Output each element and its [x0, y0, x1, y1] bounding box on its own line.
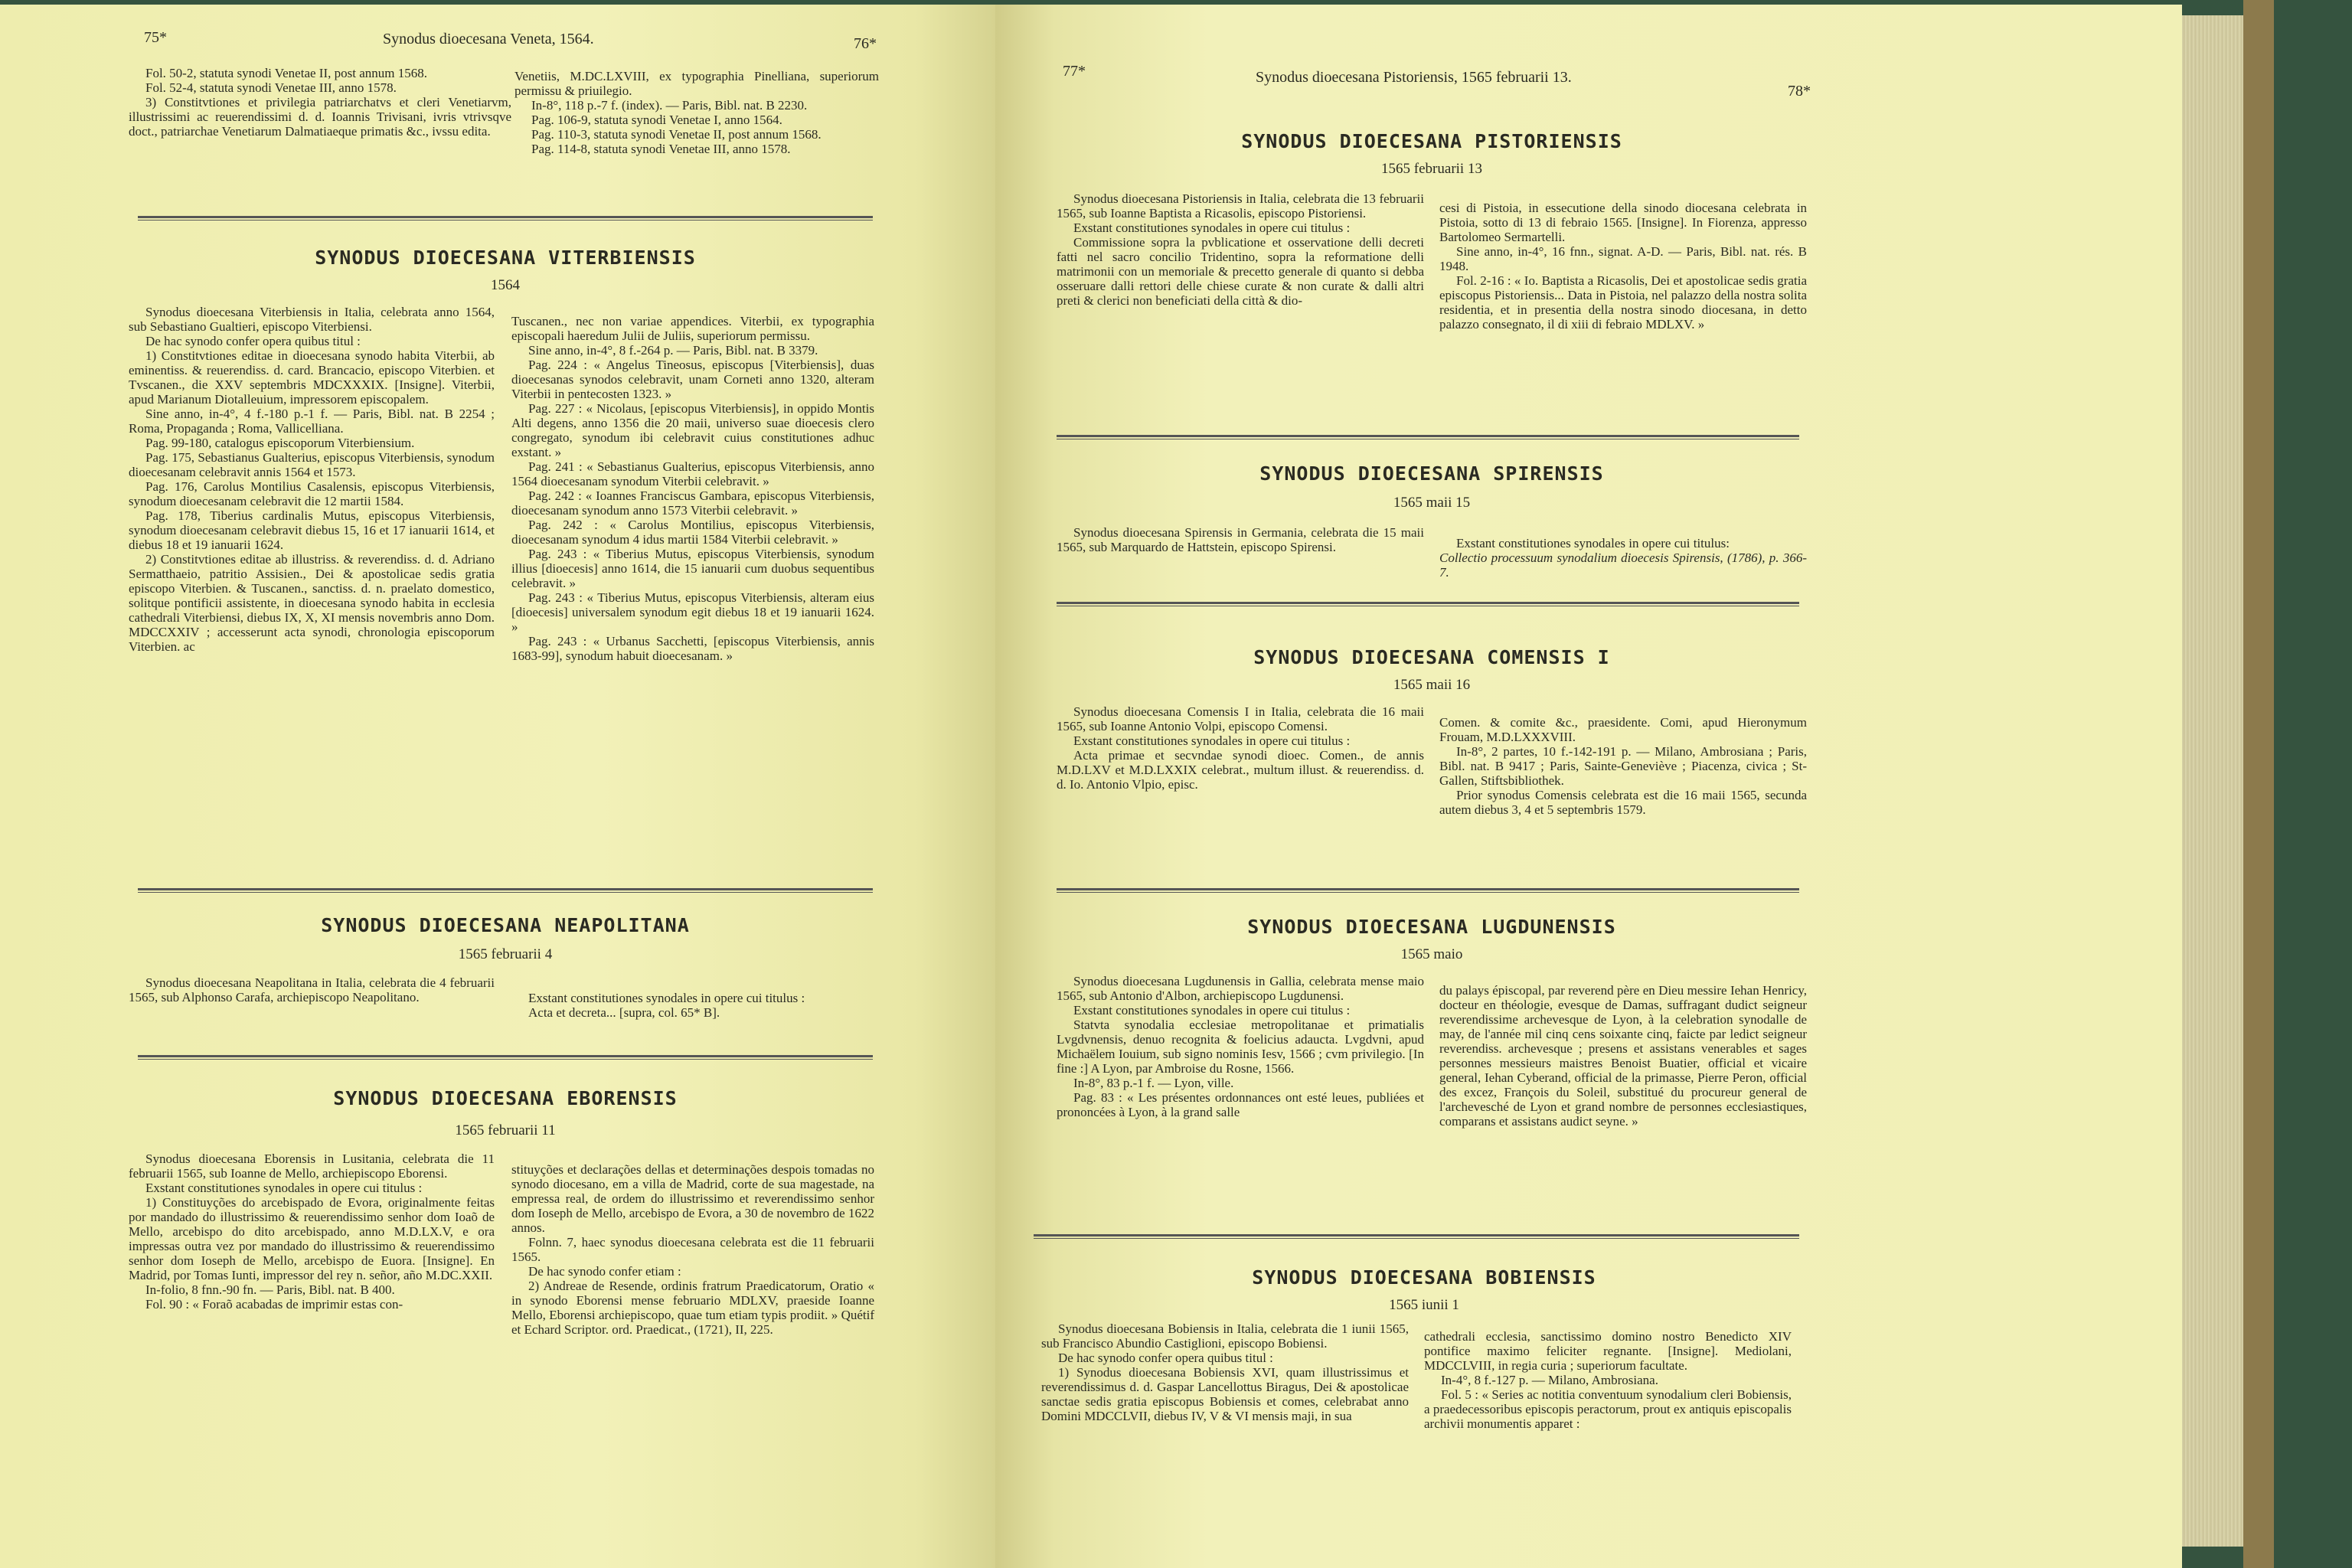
- spirensis-column-a: Synodus dioecesana Spirensis in Germania, celebrata die 15 maii 1565, sub Marquardo de Hattstein, episcopo Spirensi.: [1057, 525, 1424, 554]
- bobiensis-column-a: Synodus dioecesana Bobiensis in Italia, celebrata die 1 iunii 1565, sub Francisco Abundio Castiglioni, episcopo Bobiensi. De hac synodo confer opera quibus titul : 1) Synodus dioecesana Bobiensis XVI, quam illustrissimus et reverendissimus d. d. Gaspar Lancellottus Biragus, Dei & apostolicae sanctae sedis gratia episcopus Bobiensis et comes, celebrabat anno Domini MDCCLVII, diebus IV, V & VI mensis maji, in sua: [1041, 1321, 1409, 1423]
- section-title-spirensis: SYNODUS DIOECESANA SPIRENSIS: [1259, 462, 1604, 485]
- section-rule: [138, 216, 873, 220]
- section-title-eborensis: SYNODUS DIOECESANA EBORENSIS: [333, 1087, 678, 1109]
- running-head-left: Synodus dioecesana Veneta, 1564.: [383, 31, 594, 47]
- bobiensis-column-b: cathedrali ecclesia, sanctissimo domino nostro Benedicto XIV pontifice maximo feliciter regnante. [Insigne]. Mediolani, MDCCLVIII, in regia curia ; superiorum facultate. In-4°, 8 f.-127 p. — Milano, Ambrosiana. Fol. 5 : « Series ac notitia conventuum synodalium cleri Bobiensis, a praedecessoribus episcopis peractorum, prout ex antiquis episcopalis archivii monumentis apparet :: [1424, 1329, 1792, 1431]
- section-title-viterbiensis: SYNODUS DIOECESANA VITERBIENSIS: [315, 247, 696, 269]
- section-date-viterbiensis: 1564: [491, 277, 520, 293]
- top-column-b: Venetiis, M.DC.LXVIII, ex typographia Pinelliana, superiorum permissu & priuilegio. In-8°, 118 p.-7 f. (index). — Paris, Bibl. nat. B 2230. Pag. 106-9, statuta synodi Venetae I, anno 1564. Pag. 110-3, statuta synodi Venetae II, post annum 1568. Pag. 114-8, statuta synodi Venetae III, anno 1578.: [514, 69, 879, 156]
- spirensis-column-b: Exstant constitutiones synodales in opere cui titulus: Collectio processuum synodalium dioecesis Spirensis, (1786), p. 366-7.: [1439, 536, 1807, 580]
- viterbiensis-column-b: Tuscanen., nec non variae appendices. Viterbii, ex typographia episcopali haeredum Julii de Juliis, superiorum permissu. Sine anno, in-4°, 8 f.-264 p. — Paris, Bibl. nat. B 3379. Pag. 224 : « Angelus Tineosus, episcopus [Viterbiensis], duas dioecesanas synodos celebravit, unam Corneti anno 1320, alteram Viterbii in pentecosten 1323. » Pag. 227 : « Nicolaus, [episcopus Viterbiensis], in oppido Montis Alti degens, anno 1356 die 20 maii, universo suae dioecesis clero congregato, synodum ibi celebravit cuius constitutiones adhuc exstant. » Pag. 241 : « Sebastianus Gualterius, episcopus Viterbiensis, anno 1564 dioecesanam synodum Viterbii celebravit. » Pag. 242 : « Ioannes Franciscus Gambara, episcopus Viterbiensis, dioecesanam synodum anno 1573 Viterbii celebravit. » Pag. 242 : « Carolus Montilius, episcopus Viterbiensis, dioecesanam synodum 4 idus martii 1584 Viterbii celebravit. » Pag. 243 : « Tiberius Mutus, episcopus Viterbiensis, synodum illius [dioecesis] anno 1614, die 15 ianuarii cum duobus sequentibus celebravit. » Pag. 243 : « Tiberius Mutus, episcopus Viterbiensis, alteram eius [dioecesis] universalem synodum egit diebus 18 et 19 ianuarii 1624. » Pag. 243 : « Urbanus Sacchetti, [episcopus Viterbiensis, annis 1683-99], synodum habuit dioecesanam. »: [511, 314, 874, 663]
- column-number-left: 77*: [1063, 63, 1086, 80]
- top-column-a: Fol. 50-2, statuta synodi Venetae II, post annum 1568. Fol. 52-4, statuta synodi Venetae III, anno 1578. 3) Constitvtiones et privilegia patriarchatvs et cleri Venetiarvm, illustrissimi ac reuerendissimi d. d. Ioannis Trivisani, ivris vtrivsqve doct., patriarchae Venetiarum Dalmatiaeque primatis &c., ivssu edita.: [129, 66, 511, 139]
- section-title-lugdunensis: SYNODUS DIOECESANA LUGDUNENSIS: [1247, 916, 1616, 938]
- eborensis-column-b: stituyções et declarações dellas et determinações despois tomadas no synodo diocesano, em a villa de Madrid, corte de sua magestade, na empressa real, de ordem do illustrissimo et reverendissimo senhor dom Ioseph de Mello, arcebispo de Evora, a 30 de novembro de 1622 annos. Folnn. 7, haec synodus dioecesana celebrata est die 11 februarii 1565. De hac synodo confer etiam : 2) Andreae de Resende, ordinis fratrum Praedicatorum, Oratio « in synodo Eborensi mense februario MDLXV, praeside Ioanne Mello, Eborensi archiepiscopo, quae tum etiam typis prodiit. » Quétif et Echard Scriptor. ord. Praedicat., (1721), II, 225.: [511, 1162, 874, 1337]
- neapolitana-column-b: Exstant constitutiones synodales in opere cui titulus : Acta et decreta... [supra, col. 65* B].: [528, 991, 805, 1020]
- section-date-comensis: 1565 maii 16: [1393, 677, 1471, 693]
- column-number-left: 75*: [144, 29, 167, 46]
- section-rule: [1057, 888, 1799, 893]
- comensis-column-a: Synodus dioecesana Comensis I in Italia, celebrata die 16 maii 1565, sub Ioanne Antonio Volpi, episcopo Comensi. Exstant constitutiones synodales in opere cui titulus : Acta primae et secvndae synodi dioec. Comen., de annis M.D.LXV et M.D.LXXIX celebrat., multum illust. & reuerendiss. d. d. Io. Antonio Vlpio, episc.: [1057, 704, 1424, 792]
- neapolitana-column-a: Synodus dioecesana Neapolitana in Italia, celebrata die 4 februarii 1565, sub Alphonso Carafa, archiepiscopo Neapolitano.: [129, 975, 495, 1004]
- section-rule: [138, 888, 873, 893]
- comensis-column-b: Comen. & comite &c., praesidente. Comi, apud Hieronymum Frouam, M.D.LXXXVIII. In-8°, 2 partes, 10 f.-142-191 p. — Milano, Ambrosiana ; Paris, Bibl. nat. B 9417 ; Paris, Sainte-Geneviève ; Piacenza, civica ; St-Gallen, Stiftsbibliothek. Prior synodus Comensis celebrata est die 16 maii 1565, secunda autem diebus 3, 4 et 5 septembris 1579.: [1439, 715, 1807, 817]
- section-date-neapolitana: 1565 februarii 4: [458, 946, 553, 962]
- section-title-comensis: SYNODUS DIOECESANA COMENSIS I: [1253, 646, 1610, 668]
- section-date-eborensis: 1565 februarii 11: [455, 1122, 556, 1138]
- column-number-right: 76*: [854, 35, 877, 52]
- section-title-pistoriensis: SYNODUS DIOECESANA PISTORIENSIS: [1241, 130, 1622, 152]
- running-head-right: Synodus dioecesana Pistoriensis, 1565 februarii 13.: [1256, 69, 1572, 86]
- section-rule: [1057, 435, 1799, 439]
- page-edges: [2182, 15, 2243, 1547]
- pistoriensis-column-b: cesi di Pistoia, in essecutione della sinodo diocesana celebrata in Pistoia, sotto di 13 di febraio 1565. [Insigne]. In Fiorenza, appresso Bartolomeo Sermartelli. Sine anno, in-4°, 16 fnn., signat. A-D. — Paris, Bibl. nat. rés. B 1948. Fol. 2-16 : « Io. Baptista a Ricasolis, Dei et apostolicae sedis gratia episcopus Pistoriensis... Data in Pistoia, nel palazzo della nostra solita residentia, et in presentia della nostra sinodo diocesana, in detto palazzo consegnato, il di xiii di febraio MDLXV. »: [1439, 201, 1807, 332]
- viterbiensis-column-a: Synodus dioecesana Viterbiensis in Italia, celebrata anno 1564, sub Sebastiano Gualtieri, episcopo Viterbiensi. De hac synodo confer opera quibus titul : 1) Constitvtiones editae in dioecesana synodo habita Viterbii, ab eminentiss. & reuerendiss. d. card. Brancacio, episcopo Viterbien. et Tvscanen., die XXV septembris MDCXXXIX. [Insigne]. Viterbii, apud Marianum Diotalleuium, impressorem episcopalem. Sine anno, in-4°, 4 f.-180 p.-1 f. — Paris, Bibl. nat. B 2254 ; Roma, Propaganda ; Roma, Vallicelliana. Pag. 99-180, catalogus episcoporum Viterbiensium. Pag. 175, Sebastianus Gualterius, episcopus Viterbiensis, synodum dioecesanam celebravit annis 1564 et 1573. Pag. 176, Carolus Montilius Casalensis, episcopus Viterbiensis, synodum dioecesanam celebravit die 12 martii 1584. Pag. 178, Tiberius cardinalis Mutus, episcopus Viterbiensis, synodum dioecesanam celebravit diebus 15, 16 et 17 ianuarii 1614, et diebus 18 et 19 ianuarii 1624. 2) Constitvtiones editae ab illustriss. & reverendiss. d. d. Adriano Sermatthaeio, patritio Assisien., Dei & apostolicae sedis gratia episcopo Viterbien. & Tuscanen., sanctiss. d. n. praelato domestico, solitque pontificii assistente, in dioecesana synodo habita in ecclesia cathedrali Viterbiensi, diebus IX, X, XI mensis novembris anno Dom. MDCCXXIV ; accesserunt acta synodi, chronologia episcoporum Viterbien. ac: [129, 305, 495, 654]
- lugdunensis-column-b: du palays épiscopal, par reverend père en Dieu messire Iehan Henricy, docteur en théologie, evesque de Damas, suffragant dudict seigneur reverendissime archevesque de Lyon, à la celebration synodalle de may, de l'année mil cinq cens soixante cinq, faicte par ledict seigneur reverendiss. archevesque ; presens et assistans venerables et sages personnes messieurs maistres Benoist Buatier, official et vicaire general, Iehan Cyberand, official de la primasse, Pierre Peron, official des excez, François du Soleil, substitué du procureur general de l'archevesché de Lyon et grand nombre de personnes ecclesiastiques, comparans et assistans audict seyne. »: [1439, 983, 1807, 1129]
- section-date-pistoriensis: 1565 februarii 13: [1381, 161, 1482, 177]
- section-date-bobiensis: 1565 iunii 1: [1389, 1297, 1459, 1313]
- lugdunensis-column-a: Synodus dioecesana Lugdunensis in Gallia, celebrata mense maio 1565, sub Antonio d'Albon, archiepiscopo Lugdunensi. Exstant constitutiones synodales in opere cui titulus : Statvta synodalia ecclesiae metropolitanae et primatialis Lvgdvnensis, denuo recognita & foelicius adaucta. Lvgdvni, apud Michaëlem Iouium, sub signo nominis Iesv, 1566 ; cvm privilegio. [In fine :] A Lyon, par Ambroise du Rosne, 1566. In-8°, 83 p.-1 f. — Lyon, ville. Pag. 83 : « Les présentes ordonnances ont esté leues, publiées et prononcées à Lyon, à la grand salle: [1057, 974, 1424, 1119]
- section-rule: [1057, 602, 1799, 606]
- pistoriensis-column-a: Synodus dioecesana Pistoriensis in Italia, celebrata die 13 februarii 1565, sub Ioanne Baptista a Ricasolis, episcopo Pistoriensi. Exstant constitutiones synodales in opere cui titulus : Commissione sopra la pvblicatione et osservatione delli decreti fatti nel sacro concilio Tridentino, sopra la reformatione delli matrimonii con un memoriale & precetto generale di quanto si debba osseruare dalli rettori delle chiese curate & non curate & dalli altri preti & clerici non beneficiati della città & dio-: [1057, 191, 1424, 308]
- section-title-neapolitana: SYNODUS DIOECESANA NEAPOLITANA: [321, 914, 690, 936]
- section-date-spirensis: 1565 maii 15: [1393, 495, 1471, 511]
- section-rule: [138, 1055, 873, 1060]
- section-title-bobiensis: SYNODUS DIOECESANA BOBIENSIS: [1252, 1266, 1596, 1289]
- eborensis-column-a: Synodus dioecesana Eborensis in Lusitania, celebrata die 11 februarii 1565, sub Ioanne de Mello, archiepiscopo Eborensi. Exstant constitutiones synodales in opere cui titulus : 1) Constituyções do arcebispado de Evora, originalmente feitas por mandado do illustrissimo & reuerendissimo senhor dom Ioaõ de Mello, arcebispo do dito arcebispado, anno M.D.LX.V, e ora impressas outra vez por mandado do illustrissimo & reuerendissimo senhor dom Ioseph de Mello, arcebispo de Euora. [Insigne]. En Madrid, por Tomas Iunti, impressor del rey n. señor, año M.DC.XXII. In-folio, 8 fnn.-90 fn. — Paris, Bibl. nat. B 400. Fol. 90 : « Foraõ acabadas de imprimir estas con-: [129, 1152, 495, 1312]
- section-rule: [1034, 1234, 1799, 1239]
- column-number-right: 78*: [1788, 83, 1811, 100]
- section-date-lugdunensis: 1565 maio: [1400, 946, 1463, 962]
- book-cover-edge: [2243, 0, 2274, 1568]
